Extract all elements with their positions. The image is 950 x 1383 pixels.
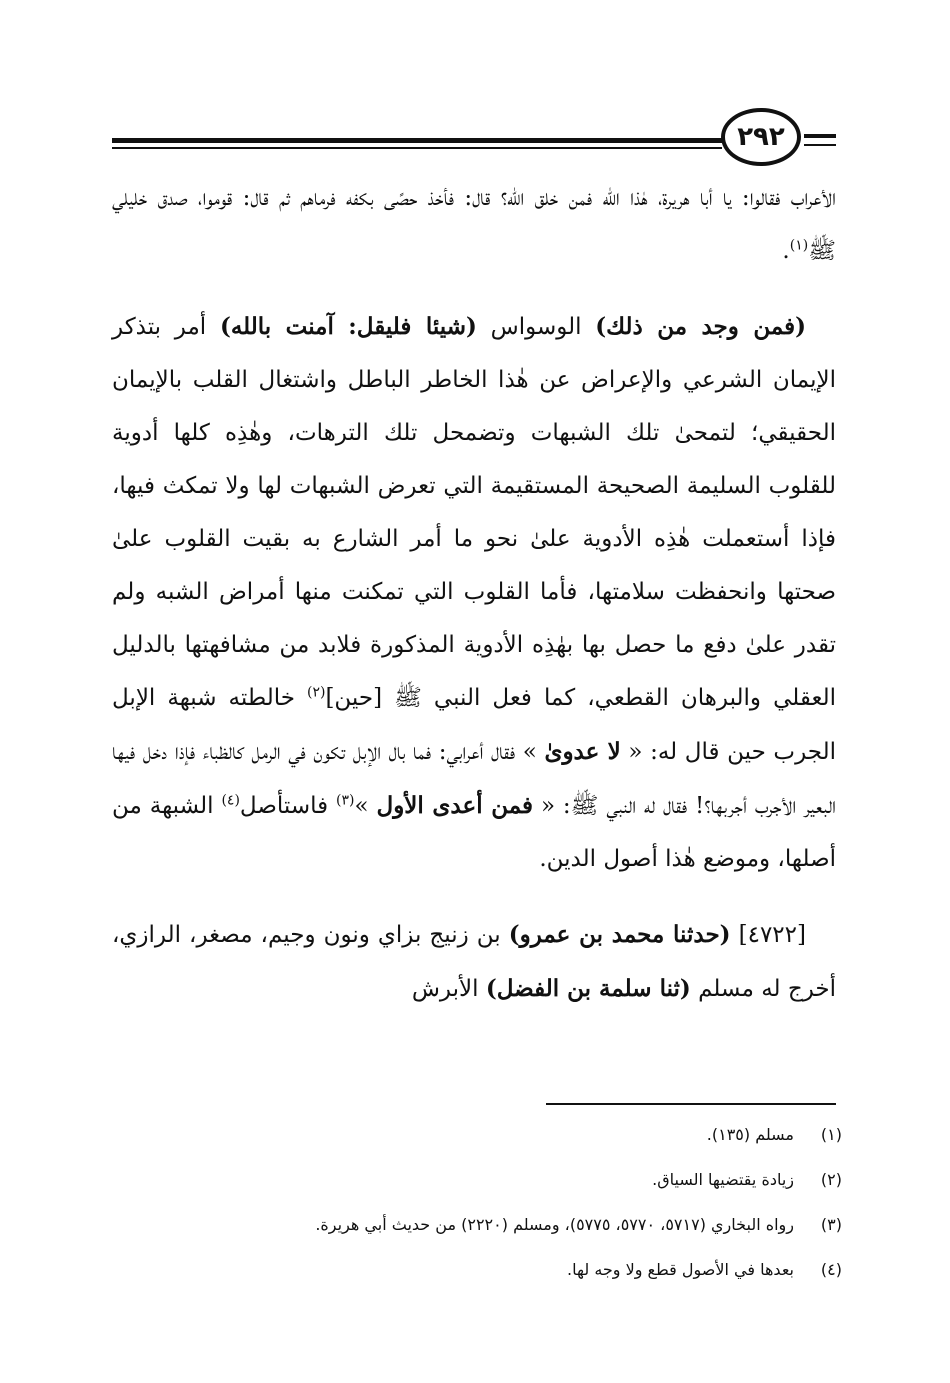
header-rule-thin [112,147,722,149]
footnote [112,1112,842,1157]
text-run: الأعراب فقالوا: يا أبا هريرة، هٰذا الله فمن خلق الله؟ قال: فأخذ حصًى بكفه فرماهم ثم قال: قوموا، صدق خليلي ﷺ [112,185,836,264]
text-run: . [782,238,790,264]
bold-phrase: (فمن وجد من ذلك) [595,313,807,340]
text-run: » فقال أعرابي: فما بال الإبل تكون في الرمل كالظباء فإذا دخل فيها البعير الأجرب أجربها؟! فقال له النبي ﷺ: « [112,739,836,819]
footnote-text: زيادة يقتضيها السياق. [652,1170,794,1189]
footnotes [112,1112,842,1292]
text-run: بن زنيج بزاي ونون وجيم، مصغر، الرازي، أخرج له مسلم [112,922,836,1002]
main-text [112,172,836,1016]
footnote-number: (٣) [820,1215,842,1234]
footnote-text: رواه البخاري (٥٧١٧، ٥٧٧٠، ٥٧٧٥)، ومسلم (٢٢٢٠) من حديث أبي هريرة. [315,1215,794,1234]
text-run: فاستأصل [239,793,337,819]
text-run: » [354,793,377,819]
text-run: [٤٧٢٢] [730,922,806,948]
header-rule-right-thin [804,144,836,146]
text-run: أمر بتذكر الإيمان الشرعي والإعراض عن هٰذا الخاطر الباطل واشتغال القلب بالإيمان الحقيقي؛ لتمحىٰ تلك الشبهات وتضمحل تلك الترهات، وهٰذِه كلها أدوية للقلوب السليمة الصحيحة المستقيمة التي تعرض الشبهات لها ولا تمكث فيها، فإذا أستعملت هٰذِه الأدوية علىٰ نحو ما أمر الشارع به بقيت القلوب علىٰ صحتها وانحفظت سلامتها، فأما القلوب التي تمكنت منها أمراض الشبه ولم تقدر علىٰ دفع ما حصل بها بهٰذِه الأدوية المذكورة فلابد من مشافهتها بالدليل العقلي والبرهان القطعي، كما فعل النبي ﷺ [حين] [112,314,836,711]
footnote-number: (٢) [820,1170,842,1189]
paragraph-continuation [112,172,836,278]
bold-phrase: (حدثنا محمد بن عمرو) [508,921,731,948]
footnote-marker: (٤) [221,792,240,809]
text-run: الشبهة من أصلها، وموضع هٰذا أصول الدين. [112,793,836,872]
footnote-separator [546,1103,836,1105]
text-run: الأبرش [411,976,486,1002]
text-run: خالطته شبهة الإبل الجرب حين قال له: « [112,685,837,765]
header-rule-thick [112,138,722,143]
footnote-marker: (٢) [306,684,326,701]
bold-phrase: (ثنا سلمة بن الفضل) [485,975,691,1002]
footnote-marker: (١) [789,237,809,254]
footnote-text: بعدها في الأصول قطع ولا وجه لها. [567,1260,794,1279]
header-rule-right [804,134,836,138]
footnote [112,1157,842,1202]
page-number-badge [721,108,801,166]
paragraph-hadith-chain [112,908,836,1016]
footnote-marker: (٣) [336,792,355,809]
bold-phrase: لا عدوىٰ [544,738,621,765]
bold-phrase: (شيئا فليقل: آمنت بالله) [219,313,477,340]
paragraph-commentary [112,300,836,886]
footnote-number: (٤) [820,1260,842,1279]
bold-phrase: فمن أعدى الأول [376,792,534,819]
text-run: الوسواس [476,314,596,340]
page-number: ٢٩٢ [737,122,785,152]
footnote-number: (١) [820,1125,842,1144]
footnote [112,1247,842,1292]
footnote [112,1202,842,1247]
footnote-text: مسلم (١٣٥). [706,1125,794,1144]
